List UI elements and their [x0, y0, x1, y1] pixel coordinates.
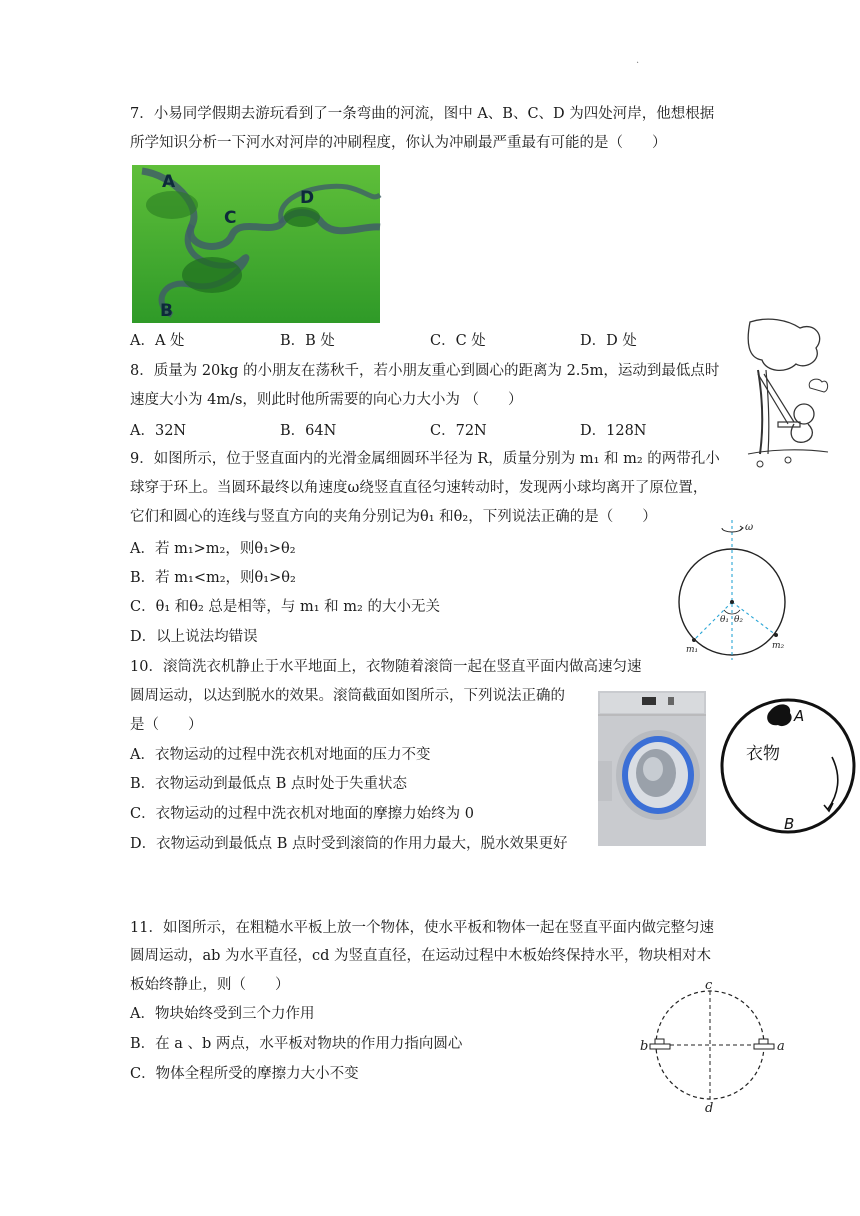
q10-option-a: A．衣物运动的过程中洗衣机对地面的压力不变 — [130, 747, 431, 763]
river-label-c: C — [224, 208, 237, 228]
q8-option-a: A．32N — [130, 423, 187, 439]
q10-option-d: D．衣物运动到最低点 B 点时受到滚筒的作用力最大，脱水效果更好 — [130, 836, 568, 852]
q9-text-line-1: 9．如图所示，位于竖直面内的光滑金属细圆环半径为 R，质量分别为 m₁ 和 m₂ 的两带孔小 — [130, 451, 720, 467]
q10-text-line-1: 10．滚筒洗衣机静止于水平地面上，衣物随着滚筒一起在竖直平面内做高速匀速 — [130, 659, 642, 675]
q7-option-c: C．C 处 — [430, 333, 486, 349]
q11-option-b: B．在 a 、b 两点，水平板对物块的作用力指向圆心 — [130, 1036, 463, 1052]
q7-option-a: A．A 处 — [130, 333, 185, 349]
river-label-b: B — [160, 301, 173, 321]
drum-label-a: A — [794, 707, 805, 725]
m2-label: m₂ — [772, 641, 785, 651]
q9-option-d: D．以上说法均错误 — [130, 629, 258, 645]
q10-text-line-2: 圆周运动，以达到脱水的效果。滚筒截面如图所示，下列说法正确的 — [130, 688, 565, 704]
omega-label: ω — [745, 522, 754, 533]
q9-option-a: A．若 m₁>m₂，则θ₁>θ₂ — [130, 541, 296, 557]
q9-option-b: B．若 m₁<m₂，则θ₁>θ₂ — [130, 570, 296, 586]
drum-cross-section — [720, 697, 860, 837]
ring-diagram — [672, 518, 796, 660]
q9-text-line-2: 球穿于环上。当圆环最终以角速度ω绕竖直直径匀速转动时，发现两小球均离开了原位置， — [130, 480, 708, 496]
m1-label: m₁ — [686, 645, 699, 655]
clothes-label: 衣物 — [746, 744, 780, 764]
q11-text-line-3: 板始终静止，则（ ） — [130, 977, 290, 993]
q11-text-line-2: 圆周运动，ab 为水平直径，cd 为竖直直径，在运动过程中木板始终保持水平，物块相对木 — [130, 948, 712, 964]
board-circle-diagram — [640, 978, 790, 1116]
q7-option-b: B．B 处 — [280, 333, 335, 349]
theta2-label: θ₂ — [734, 615, 744, 625]
drum-label-b: B — [784, 815, 795, 833]
q7-text-line-2: 所学知识分析一下河水对河岸的冲刷程度，你认为冲刷最严重最有可能的是（ ） — [130, 135, 667, 151]
q8-text-line-1: 8．质量为 20kg 的小朋友在荡秋千，若小朋友重心到圆心的距离为 2.5m，运动到最低点时 — [130, 363, 720, 379]
label-b: b — [640, 1039, 649, 1054]
q9-text-line-3: 它们和圆心的连线与竖直方向的夹角分别记为θ₁ 和θ₂，下列说法正确的是（ ） — [130, 509, 657, 525]
q11-option-c: C．物体全程所受的摩擦力大小不变 — [130, 1066, 359, 1082]
q11-option-a: A．物块始终受到三个力作用 — [130, 1006, 315, 1022]
swing-illustration — [748, 314, 828, 474]
q7-option-d: D．D 处 — [580, 333, 637, 349]
label-c: c — [705, 978, 713, 993]
q7-text-line-1: 7．小易同学假期去游玩看到了一条弯曲的河流，图中 A、B、C、D 为四处河岸，他想根据 — [130, 106, 715, 122]
header-dot: · — [636, 58, 640, 69]
theta1-label: θ₁ — [720, 615, 730, 625]
q9-option-c: C．θ₁ 和θ₂ 总是相等，与 m₁ 和 m₂ 的大小无关 — [130, 599, 440, 615]
q10-option-c: C．衣物运动的过程中洗衣机对地面的摩擦力始终为 0 — [130, 806, 474, 822]
label-d: d — [705, 1101, 714, 1116]
q8-option-b: B．64N — [280, 423, 337, 439]
q8-option-c: C．72N — [430, 423, 487, 439]
q11-text-line-1: 11．如图所示，在粗糙水平板上放一个物体，使水平板和物体一起在竖直平面内做完整匀速 — [130, 920, 714, 936]
river-label-d: D — [300, 188, 315, 208]
river-label-a: A — [162, 172, 176, 192]
q10-text-line-3: 是（ ） — [130, 717, 203, 733]
river-photo — [132, 165, 380, 323]
q8-option-d: D．128N — [580, 423, 647, 439]
label-a: a — [777, 1039, 785, 1054]
q8-text-line-2: 速度大小为 4m/s，则此时他所需要的向心力大小为 （ ） — [130, 392, 523, 408]
washing-machine-photo — [598, 691, 706, 846]
q10-option-b: B．衣物运动到最低点 B 点时处于失重状态 — [130, 776, 408, 792]
